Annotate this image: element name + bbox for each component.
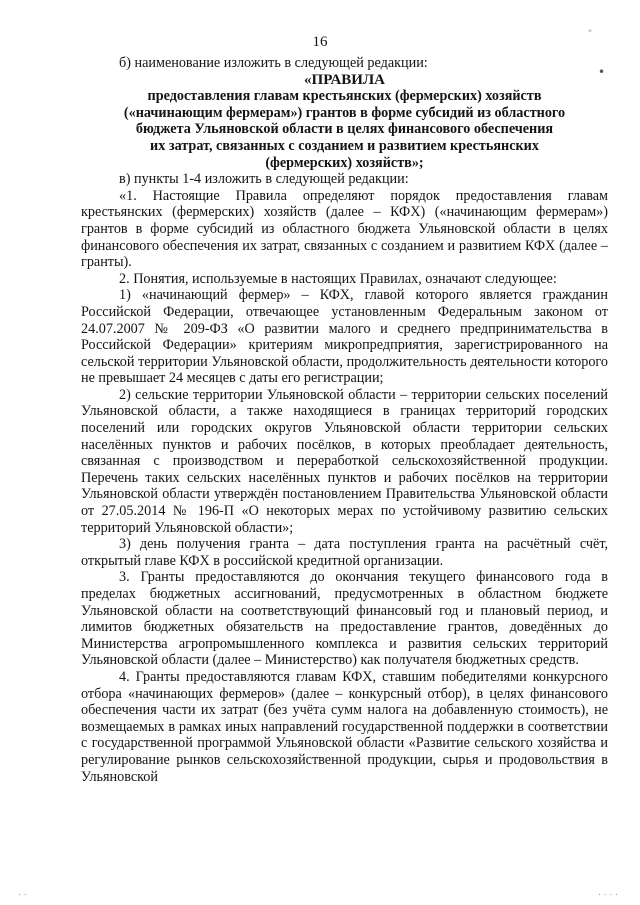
- rules-title-line: («начинающим фермерам») грантов в форме субсидий из областного: [123, 104, 566, 121]
- amendment-intro-v: в) пункты 1-4 изложить в следующей редакции:: [119, 171, 409, 188]
- rules-title: [81, 72, 608, 172]
- page-number: 16: [312, 34, 328, 50]
- paragraph-4: 4. Гранты предоставляются главам КФХ, ставшим победителями конкурсного отбора «начинающих фермеров» (далее – конкурсный отбор), в целях финансового обеспечения части их затрат (без учёта сумм налога на добавленную стоимость), не возмещаемых в рамках иных направлений государственной поддержки в соответствии с государственной программой Ульяновской области «Развитие сельского хозяйства и регулирование рынков сельскохозяйственной продукции, сырья и продовольствия в Ульяновской: [81, 668, 608, 785]
- rules-title-line: предоставления главам крестьянских (фермерских) хозяйств: [147, 88, 542, 105]
- scan-mark: . . . .: [598, 888, 619, 898]
- scan-mark: . .: [18, 888, 27, 898]
- paragraph-2-2: 2) сельские территории Ульяновской области – территории сельских поселений Ульяновской области, а также находящиеся в границах территорий городских поселений или городских округов Ульяновской области территории сельских населённых пунктов и рабочих посёлков, в которых преобладает деятельность, связанная с производством и переработкой сельскохозяйственной продукции. Перечень таких сельских населённых пунктов и рабочих посёлков на территории Ульяновской области утверждён постановлением Правительства Ульяновской области от 27.05.2014 № 196-П «О некоторых мерах по устойчивому развитию сельских территорий Ульяновской области»;: [81, 386, 608, 536]
- paragraph-1: «1. Настоящие Правила определяют порядок предоставления главам крестьянских (фермерских) хозяйств (далее – КФХ) («начинающим фермерам») грантов в форме субсидий из областного бюджета Ульяновской области в целях финансового обеспечения их затрат, связанных с созданием и развитием КФХ (далее – гранты).: [81, 187, 608, 271]
- scan-mark: ": [588, 29, 593, 39]
- scan-mark: •: [598, 65, 606, 79]
- rules-title-line: (фермерских) хозяйств»;: [265, 154, 424, 171]
- document-body: [81, 55, 608, 785]
- amendment-intro-b: б) наименование изложить в следующей редакции:: [119, 55, 428, 71]
- paragraph-2-1: 1) «начинающий фермер» – КФХ, главой которого является гражданин Российской Федерации, отвечающее установленным Федеральным законом от 24.07.2007 № 209-ФЗ «О развитии малого и среднего предпринимательства в Российской Федерации» критериям микропредприятия, зарегистрированного на сельской территории Ульяновской области, продолжительность деятельности которого не превышает 24 месяцев с даты его регистрации;: [81, 287, 608, 387]
- rules-title-main: «ПРАВИЛА: [304, 71, 385, 88]
- paragraph-3: 3. Гранты предоставляются до окончания текущего финансового года в пределах бюджетных ассигнований, предусмотренных в областном бюджете Ульяновской области на соответствующий финансовый год и плановый период, и лимитов бюджетных обязательств на предоставление грантов, доведённых до Министерства агропромышленного комплекса и развития сельских территорий Ульяновской области (далее – Министерство) как получателя бюджетных средств.: [81, 569, 608, 669]
- rules-title-line: бюджета Ульяновской области в целях финансового обеспечения: [135, 121, 554, 138]
- rules-title-line: их затрат, связанных с созданием и развитием крестьянских: [150, 137, 539, 154]
- paragraph-2: 2. Понятия, используемые в настоящих Правилах, означают следующее:: [119, 270, 557, 287]
- paragraph-2-3: 3) день получения гранта – дата поступления гранта на расчётный счёт, открытый главе КФХ в российской кредитной организации.: [81, 536, 608, 569]
